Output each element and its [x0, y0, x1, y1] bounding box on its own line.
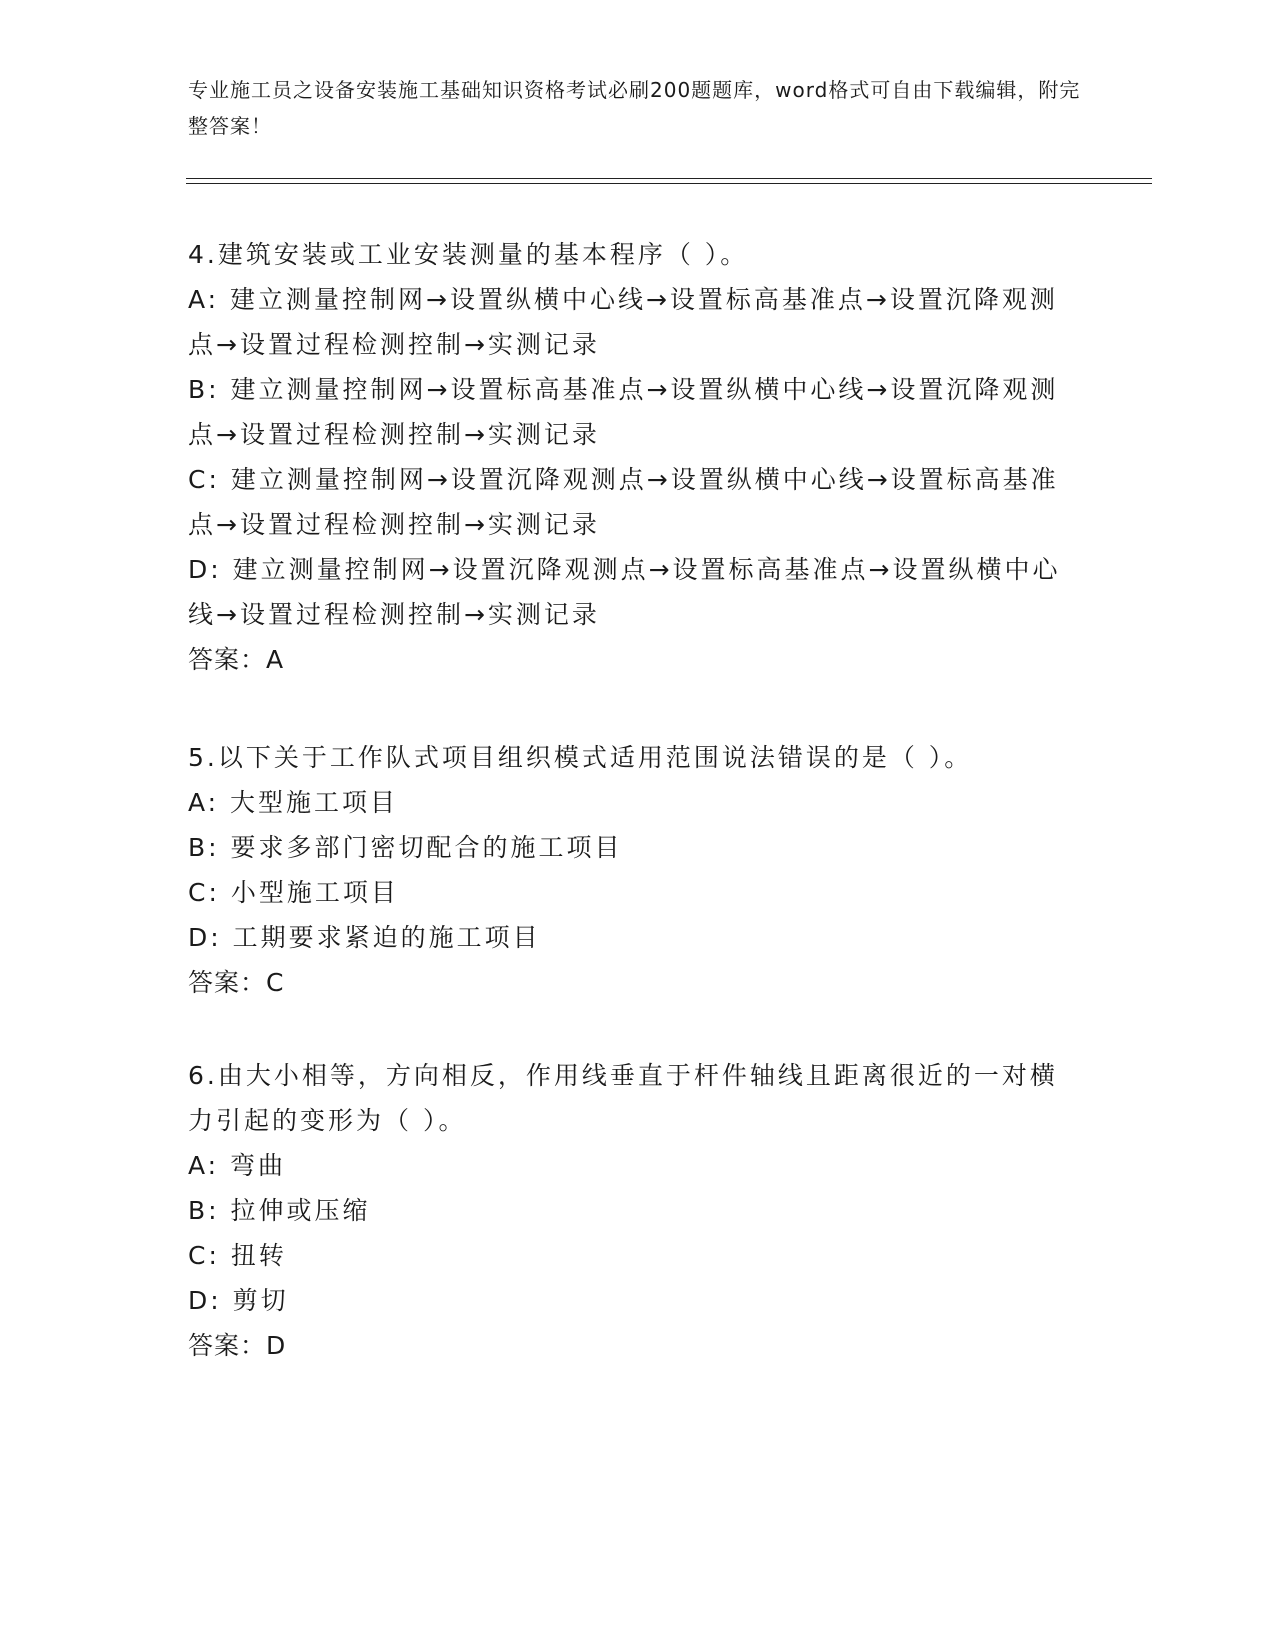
document-header: 专业施工员之设备安装施工基础知识资格考试必刷200题题库，word格式可自由下载编辑，附完整答案！ [188, 78, 1081, 138]
option-c: C: 建立测量控制网→设置沉降观测点→设置纵横中心线→设置标高基准点→设置过程检测控制→实测记录 [188, 465, 1059, 539]
option-c: C: 扭转 [188, 1241, 287, 1270]
question-4 [188, 232, 1078, 682]
option-d: D: 工期要求紧迫的施工项目 [188, 923, 541, 952]
answer: 答案：C [188, 968, 285, 997]
question-6 [188, 1053, 1078, 1368]
question-stem: 4.建筑安装或工业安装测量的基本程序（ ）。 [188, 240, 749, 269]
option-d: D: 剪切 [188, 1286, 289, 1315]
option-b: B: 建立测量控制网→设置标高基准点→设置纵横中心线→设置沉降观测点→设置过程检测控制→实测记录 [188, 375, 1059, 449]
answer: 答案：A [188, 645, 285, 674]
option-a: A: 大型施工项目 [188, 788, 399, 817]
option-c: C: 小型施工项目 [188, 878, 399, 907]
question-stem: 6.由大小相等，方向相反，作用线垂直于杆件轴线且距离很近的一对横力引起的变形为（ ）。 [188, 1061, 1058, 1135]
header-divider-top [186, 178, 1152, 179]
question-stem: 5.以下关于工作队式项目组织模式适用范围说法错误的是（ ）。 [188, 743, 973, 772]
header-divider-bottom [186, 183, 1152, 184]
option-a: A: 弯曲 [188, 1151, 287, 1180]
option-a: A: 建立测量控制网→设置纵横中心线→设置标高基准点→设置沉降观测点→设置过程检测控制→实测记录 [188, 285, 1058, 359]
answer: 答案：D [188, 1331, 287, 1360]
option-d: D: 建立测量控制网→设置沉降观测点→设置标高基准点→设置纵横中心线→设置过程检测控制→实测记录 [188, 555, 1061, 629]
option-b: B: 拉伸或压缩 [188, 1196, 371, 1225]
question-5 [188, 735, 1078, 1005]
option-b: B: 要求多部门密切配合的施工项目 [188, 833, 623, 862]
